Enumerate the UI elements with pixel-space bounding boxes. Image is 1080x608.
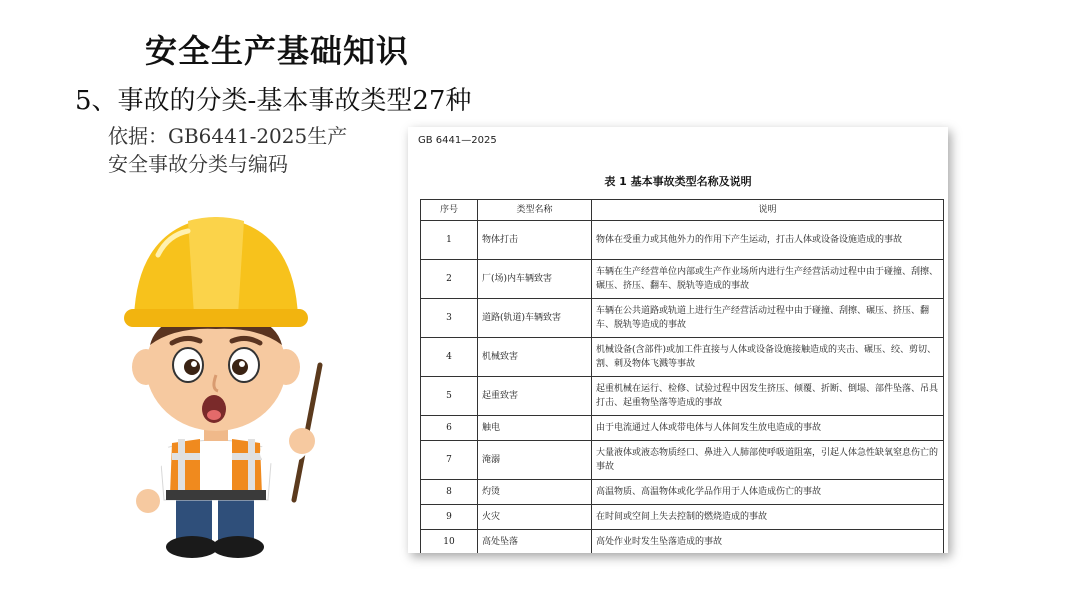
basis-text xyxy=(108,122,378,178)
row-no: 10 xyxy=(421,530,478,554)
table-row xyxy=(421,505,944,530)
row-no: 1 xyxy=(421,221,478,260)
table-row xyxy=(421,299,944,338)
standard-document-image xyxy=(408,127,948,553)
table-row xyxy=(421,260,944,299)
column-header-no: 序号 xyxy=(421,200,478,221)
row-desc: 高处作业时发生坠落造成的事故 xyxy=(592,530,944,554)
slide-subtitle: 5、事故的分类-基本事故类型27种 xyxy=(75,86,472,116)
row-name: 道路(轨道)车辆致害 xyxy=(478,299,592,338)
row-name: 灼烫 xyxy=(478,480,592,505)
row-name: 起重致害 xyxy=(478,377,592,416)
table-row xyxy=(421,416,944,441)
table-header-row xyxy=(421,200,944,221)
safety-worker-mascot-icon xyxy=(88,195,348,565)
row-no: 8 xyxy=(421,480,478,505)
table-row xyxy=(421,480,944,505)
table-row xyxy=(421,221,944,260)
row-no: 5 xyxy=(421,377,478,416)
column-header-name: 类型名称 xyxy=(478,200,592,221)
table-row xyxy=(421,338,944,377)
row-name: 淹溺 xyxy=(478,441,592,480)
row-name: 触电 xyxy=(478,416,592,441)
row-desc: 车辆在生产经营单位内部或生产作业场所内进行生产经营活动过程中由于碰撞、刮擦、碾压、挤压、翻车、脱轨等造成的事故 xyxy=(592,260,944,299)
row-no: 2 xyxy=(421,260,478,299)
row-no: 7 xyxy=(421,441,478,480)
row-desc: 机械设备(含部件)或加工件直接与人体或设备设施接触造成的夹击、碾压、绞、剪切、割、刺及物体飞溅等事故 xyxy=(592,338,944,377)
row-no: 6 xyxy=(421,416,478,441)
row-name: 高处坠落 xyxy=(478,530,592,554)
row-desc: 车辆在公共道路或轨道上进行生产经营活动过程中由于碰撞、刮擦、碾压、挤压、翻车、脱轨等造成的事故 xyxy=(592,299,944,338)
slide-title: 安全生产基础知识 xyxy=(145,32,410,70)
table-caption: 表 1 基本事故类型名称及说明 xyxy=(604,175,752,188)
row-desc: 由于电流通过人体或带电体与人体间发生放电造成的事故 xyxy=(592,416,944,441)
row-desc: 在时间或空间上失去控制的燃烧造成的事故 xyxy=(592,505,944,530)
row-name: 机械致害 xyxy=(478,338,592,377)
row-desc: 高温物质、高温物体或化学品作用于人体造成伤亡的事故 xyxy=(592,480,944,505)
row-name: 物体打击 xyxy=(478,221,592,260)
row-desc: 大量液体或液态物质经口、鼻进入人肺部使呼吸道阻塞，引起人体急性缺氧窒息伤亡的事故 xyxy=(592,441,944,480)
row-name: 火灾 xyxy=(478,505,592,530)
table-row xyxy=(421,377,944,416)
table-row xyxy=(421,530,944,554)
basis-line-1: 依据：GB6441-2025生产 xyxy=(108,124,348,148)
row-no: 9 xyxy=(421,505,478,530)
row-desc: 物体在受重力或其他外力的作用下产生运动，打击人体或设备设施造成的事故 xyxy=(592,221,944,260)
accident-types-table xyxy=(420,199,944,553)
row-no: 3 xyxy=(421,299,478,338)
basis-line-2: 安全事故分类与编码 xyxy=(108,152,288,176)
document-header: GB 6441—2025 xyxy=(418,135,497,146)
column-header-desc: 说明 xyxy=(592,200,944,221)
row-desc: 起重机械在运行、检修、试验过程中因发生挤压、倾覆、折断、倒塌、部件坠落、吊具打击、起重物坠落等造成的事故 xyxy=(592,377,944,416)
table-row xyxy=(421,441,944,480)
row-no: 4 xyxy=(421,338,478,377)
row-name: 厂(场)内车辆致害 xyxy=(478,260,592,299)
